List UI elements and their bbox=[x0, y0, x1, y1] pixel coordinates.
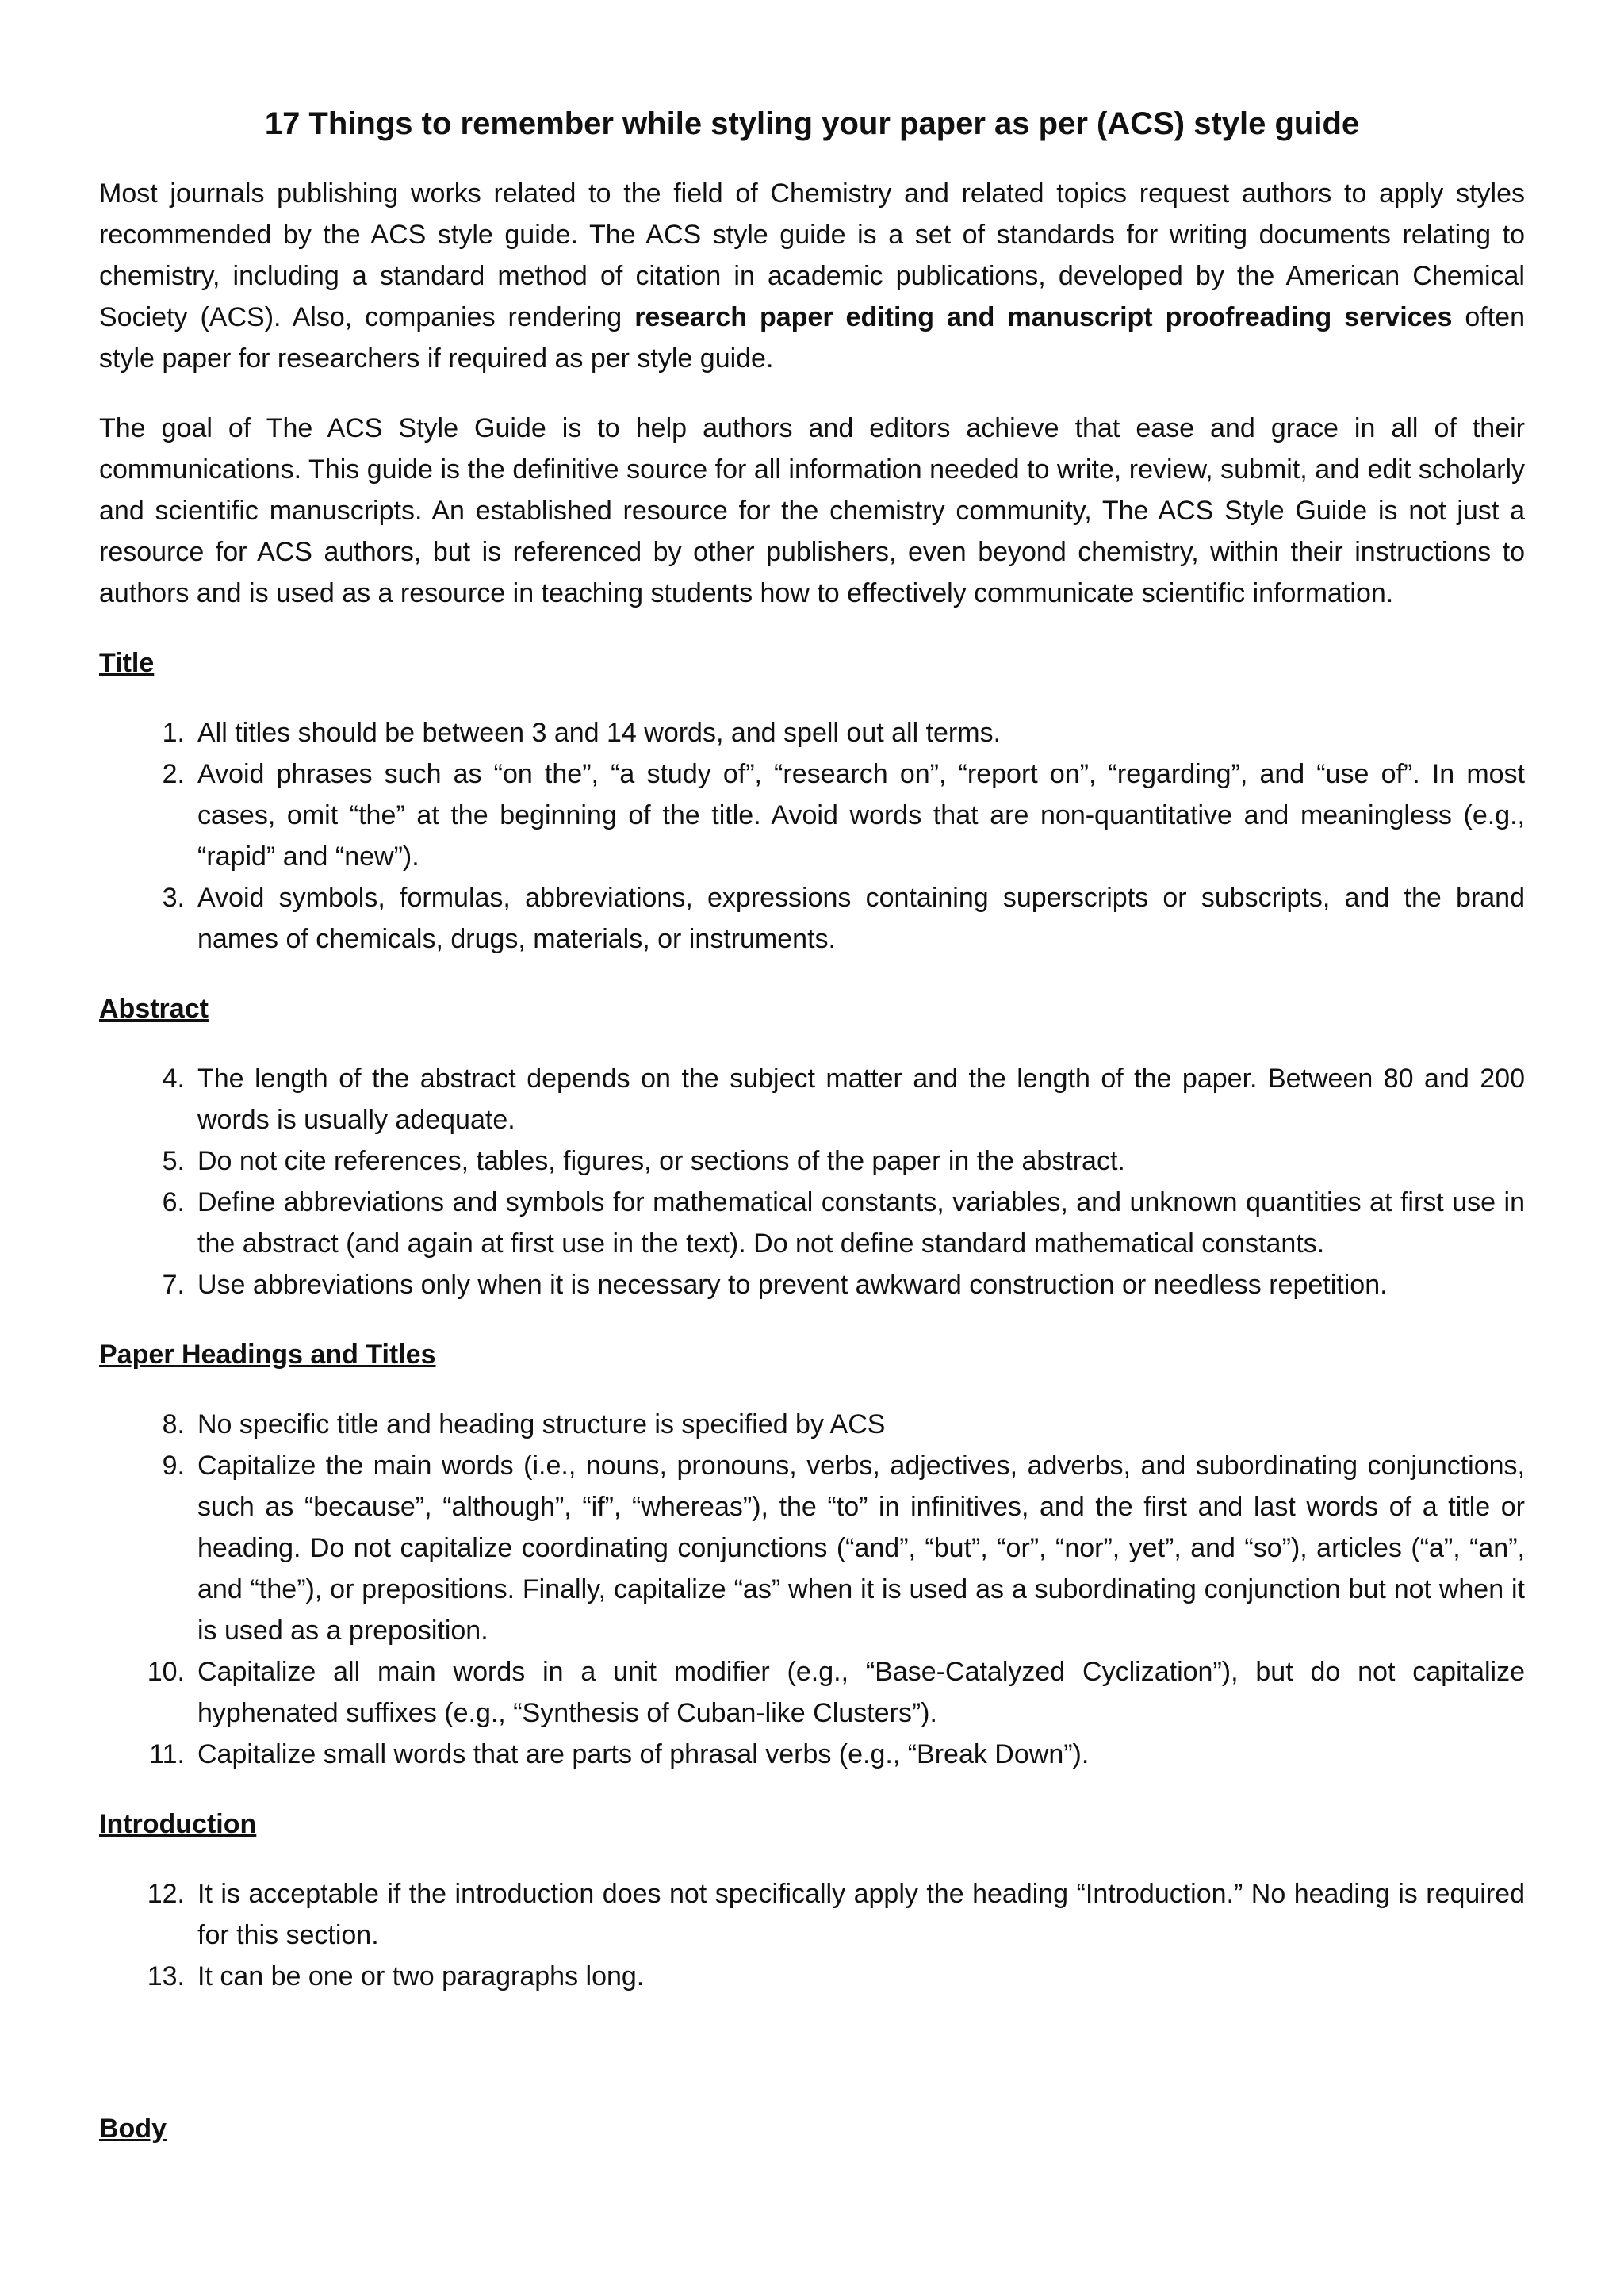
list-item bbox=[99, 1264, 1525, 1305]
list-item bbox=[99, 1140, 1525, 1182]
section-list-paper-headings bbox=[99, 1404, 1525, 1775]
section-list-title bbox=[99, 712, 1525, 960]
list-item bbox=[99, 1445, 1525, 1651]
item-number-wrap bbox=[99, 753, 197, 877]
item-text: Capitalize small words that are parts of phrasal verbs (e.g., “Break Down”). bbox=[197, 1739, 1090, 1769]
item-text: Do not cite references, tables, figures, or sections of the paper in the abstract. bbox=[197, 1146, 1125, 1176]
item-number: 7. bbox=[162, 1270, 185, 1300]
document-title: 17 Things to remember while styling your paper as per (ACS) style guide bbox=[264, 106, 1360, 141]
list-item bbox=[99, 1182, 1525, 1264]
intro-paragraph-1-bold-text: research paper editing and manuscript proofreading services bbox=[634, 302, 1453, 332]
item-number: 13. bbox=[147, 1961, 185, 1991]
vertical-spacer bbox=[99, 2026, 1525, 2108]
item-number-wrap bbox=[99, 1873, 197, 1956]
item-number-wrap bbox=[99, 1404, 197, 1445]
item-number-wrap bbox=[99, 712, 197, 753]
item-number-wrap bbox=[99, 1058, 197, 1140]
section-heading-title: Title bbox=[99, 648, 155, 678]
section-heading-introduction: Introduction bbox=[99, 1809, 257, 1839]
item-number-wrap bbox=[99, 1140, 197, 1182]
item-text: Avoid symbols, formulas, abbreviations, expressions containing superscripts or subscripts, and the brand names of chemicals, drugs, materials, or instruments. bbox=[197, 883, 1525, 954]
section-list-introduction bbox=[99, 1873, 1525, 1997]
item-text: No specific title and heading structure is specified by ACS bbox=[197, 1409, 886, 1439]
intro-paragraph-1-text: Most journals publishing works related to the field of Chemistry and related topics request authors to apply styles recommended by the ACS style guide. The ACS style guide is a set of standards for writing documents relating to chemistry, including a standard method of citation in academic publications, developed by the American Chemical Society (ACS). Also, companies rendering bbox=[99, 178, 1525, 332]
item-number: 9. bbox=[162, 1451, 185, 1481]
item-text: It can be one or two paragraphs long. bbox=[197, 1961, 645, 1991]
item-number: 11. bbox=[149, 1739, 185, 1769]
list-item bbox=[99, 1956, 1525, 1997]
section-list-abstract bbox=[99, 1058, 1525, 1305]
item-number: 2. bbox=[162, 759, 185, 789]
item-text: Use abbreviations only when it is necessary to prevent awkward construction or needless repetition. bbox=[197, 1270, 1388, 1300]
intro-paragraph-2: The goal of The ACS Style Guide is to help authors and editors achieve that ease and grace in all of their communications. This guide is the definitive source for all information needed to write, review, submit, and edit scholarly and scientific manuscripts. An established resource for the chemistry community, The ACS Style Guide is not just a resource for ACS authors, but is referenced by other publishers, even beyond chemistry, within their instructions to authors and is used as a resource in teaching students how to effectively communicate scientific information. bbox=[99, 413, 1525, 608]
section-heading-abstract: Abstract bbox=[99, 994, 209, 1024]
item-text: It is acceptable if the introduction does not specifically apply the heading “Introduction.” No heading is required for this section. bbox=[197, 1879, 1525, 1950]
item-number: 3. bbox=[162, 883, 185, 913]
item-number-wrap bbox=[99, 1264, 197, 1305]
item-text: The length of the abstract depends on the subject matter and the length of the paper. Between 80 and 200 words is usually adequate. bbox=[197, 1064, 1525, 1135]
item-text: Capitalize the main words (i.e., nouns, pronouns, verbs, adjectives, adverbs, and subordinating conjunctions, such as “because”, “although”, “if”, “whereas”), the “to” in infinitives, and the first and last words of a title or heading. Do not capitalize coordinating conjunctions (“and”, “but”, “or”, “nor”, yet”, and “so”), articles (“a”, “an”, and “the”), or prepositions. Finally, capitalize “as” when it is used as a subordinating conjunction but not when it is used as a preposition. bbox=[197, 1451, 1525, 1646]
section-heading-body: Body bbox=[99, 2114, 167, 2144]
list-item bbox=[99, 1734, 1525, 1775]
item-number: 12. bbox=[147, 1879, 185, 1909]
item-text: Avoid phrases such as “on the”, “a study of”, “research on”, “report on”, “regarding”, and “use of”. In most cases, omit “the” at the beginning of the title. Avoid words that are non-quantitative and meaningless (e.g., “rapid” and “new”). bbox=[197, 759, 1525, 872]
list-item bbox=[99, 1404, 1525, 1445]
list-item bbox=[99, 753, 1525, 877]
item-number: 4. bbox=[162, 1064, 185, 1094]
item-number-wrap bbox=[99, 1734, 197, 1775]
item-number-wrap bbox=[99, 877, 197, 960]
item-text: Define abbreviations and symbols for mathematical constants, variables, and unknown quantities at first use in the abstract (and again at first use in the text). Do not define standard mathematical constants. bbox=[197, 1187, 1525, 1259]
item-number: 8. bbox=[162, 1409, 185, 1439]
item-number: 6. bbox=[162, 1187, 185, 1217]
item-number-wrap bbox=[99, 1182, 197, 1264]
item-number: 5. bbox=[162, 1146, 185, 1176]
list-item bbox=[99, 712, 1525, 753]
item-text: All titles should be between 3 and 14 words, and spell out all terms. bbox=[197, 718, 1002, 748]
item-number-wrap bbox=[99, 1445, 197, 1651]
item-number: 1. bbox=[162, 718, 185, 748]
intro-paragraph-1 bbox=[99, 173, 1525, 379]
item-number-wrap bbox=[99, 1956, 197, 1997]
list-item bbox=[99, 1873, 1525, 1956]
section-heading-paper-headings: Paper Headings and Titles bbox=[99, 1340, 436, 1370]
item-text: Capitalize all main words in a unit modifier (e.g., “Base-Catalyzed Cyclization”), but do not capitalize hyphenated suffixes (e.g., “Synthesis of Cuban-like Clusters”). bbox=[197, 1657, 1525, 1728]
list-item bbox=[99, 1058, 1525, 1140]
intro-paragraph-1-text-end: often style paper for researchers if required as per style guide. bbox=[99, 302, 1525, 374]
item-number: 10. bbox=[147, 1657, 185, 1687]
list-item bbox=[99, 877, 1525, 960]
item-number-wrap bbox=[99, 1651, 197, 1734]
list-item bbox=[99, 1651, 1525, 1734]
